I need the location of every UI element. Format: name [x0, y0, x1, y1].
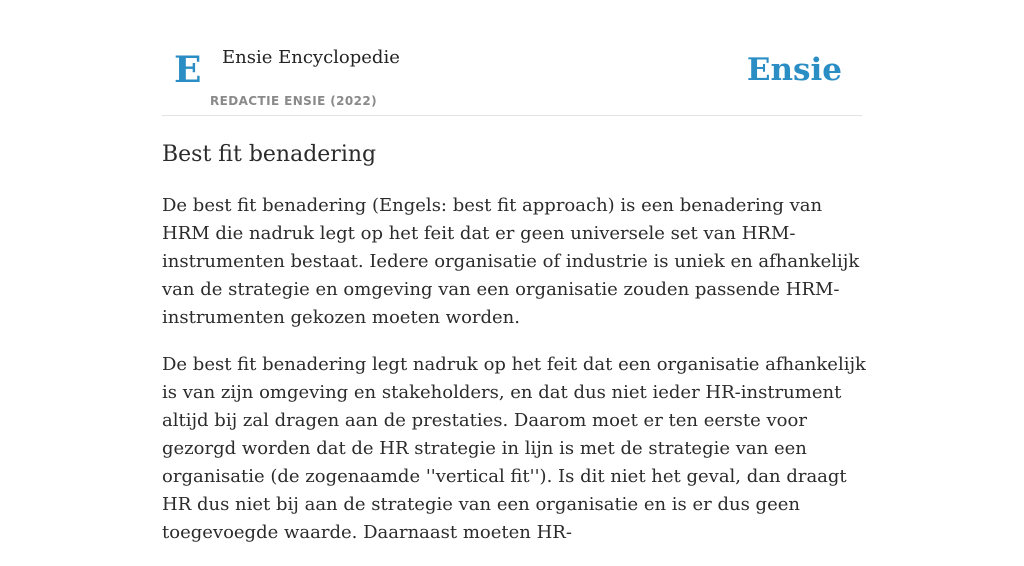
article-paragraph: De best fit benadering (Engels: best fit approach) is een benadering van HRM die nadruk legt op het feit dat er geen universele set van HRM-instrumenten bestaat. Iedere organisatie of industrie is uniek en afhankelijk van de strategie en omgeving van een organisatie zouden passende HRM-instrumenten gekozen moeten worden.	[162, 195, 860, 328]
article-paragraph: De best fit benadering legt nadruk op het feit dat een organisatie afhankelijk is van zijn omgeving en stakeholders, en dat dus niet ieder HR-instrument altijd bij zal dragen aan de prestaties. Daarom moet er ten eerste voor gezorgd worden dat de HR strategie in lijn is met de strategie van een organisatie (de zogenaamde ''vertical fit''). Is dit niet het geval, dan draagt HR dus niet bij aan de strategie van een organisatie en is er dus geen toegevoegde waarde. Daarnaast moeten HR-	[162, 354, 866, 543]
article-body	[162, 192, 867, 566]
site-header	[162, 36, 862, 116]
author-byline: REDACTIE ENSIE (2022)	[210, 94, 378, 108]
site-name[interactable]: Ensie Encyclopedie	[222, 47, 400, 68]
article-title: Best fit benadering	[162, 142, 377, 167]
brand-logo[interactable]: Ensie	[746, 52, 842, 88]
ensie-logo-icon[interactable]: E	[174, 49, 202, 91]
